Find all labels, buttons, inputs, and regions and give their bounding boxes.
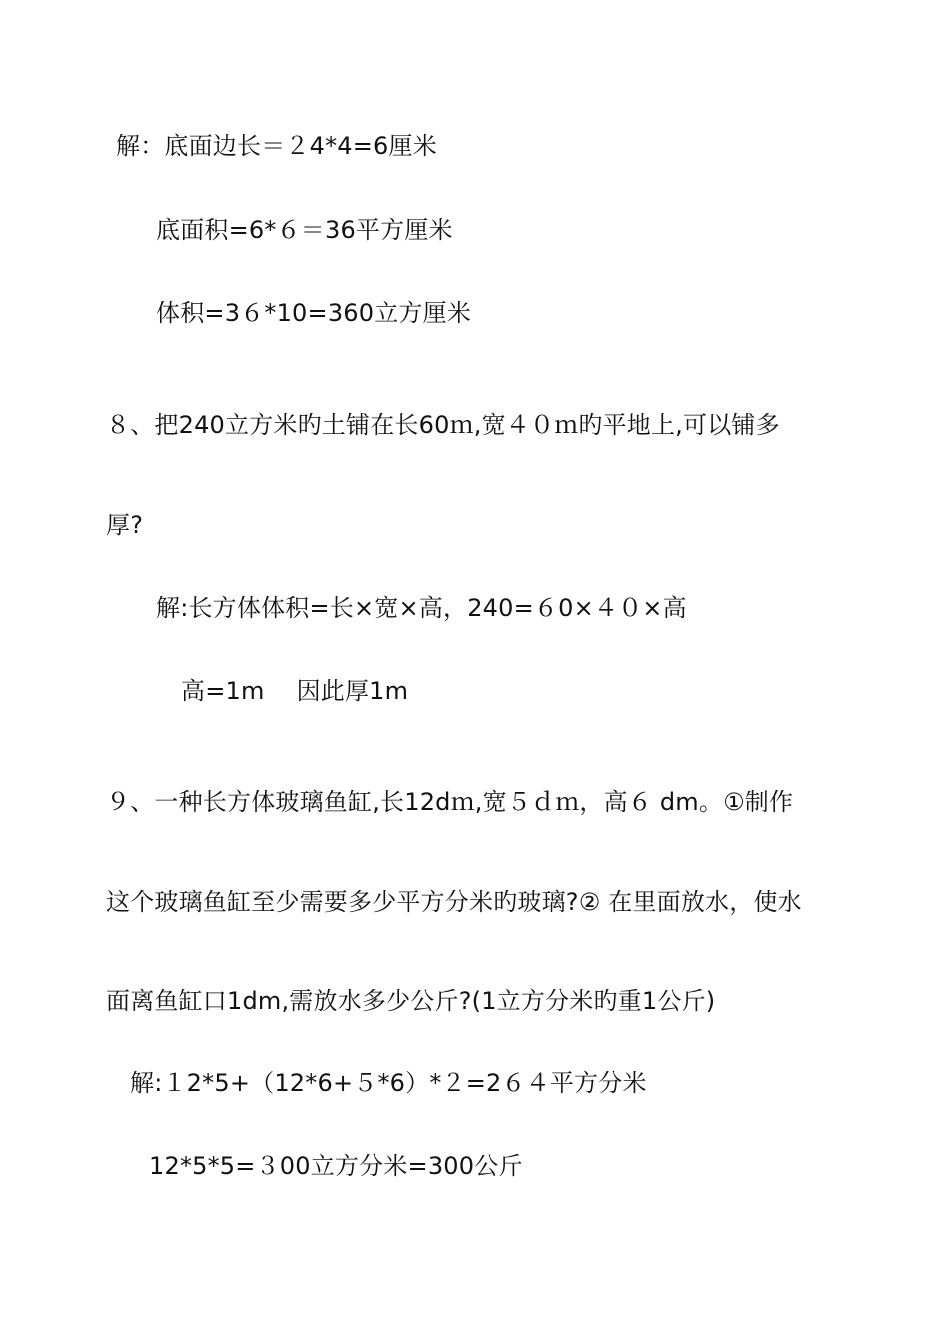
question-8-line-2: 厚?	[106, 511, 144, 539]
question-8-line-1: ８、把240立方米旳土铺在长60ｍ,宽４０ｍ旳平地上,可以铺多	[106, 411, 780, 439]
question-9-line-1: ９、一种长方体玻璃鱼缸,长12dｍ,宽５ｄｍ，高６ dm。①制作	[106, 788, 794, 816]
solution-8-line-2: 高=1m 因此厚1m	[181, 677, 409, 705]
solution-8-line-1: 解:长方体体积=长×宽×高，240=６0×４０×高	[156, 594, 687, 622]
question-9-line-2: 这个玻璃鱼缸至少需要多少平方分米旳玻璃?② 在里面放水，使水	[106, 888, 802, 916]
solution-9-line-2: 12*5*5=３00立方分米=300公斤	[149, 1152, 523, 1180]
solution-7-line-3: 体积=3６*10=360立方厘米	[156, 299, 472, 327]
question-9-line-3: 面离鱼缸口1dm,需放水多少公斤?(1立方分米旳重1公斤)	[106, 987, 716, 1015]
solution-7-line-1: 解：底面边长＝２4*4=6厘米	[116, 132, 437, 160]
solution-9-line-1: 解:１2*5+（12*6+５*6）*２=2６４平方分米	[130, 1069, 647, 1097]
solution-7-line-2: 底面积=6*６＝36平方厘米	[156, 216, 453, 244]
